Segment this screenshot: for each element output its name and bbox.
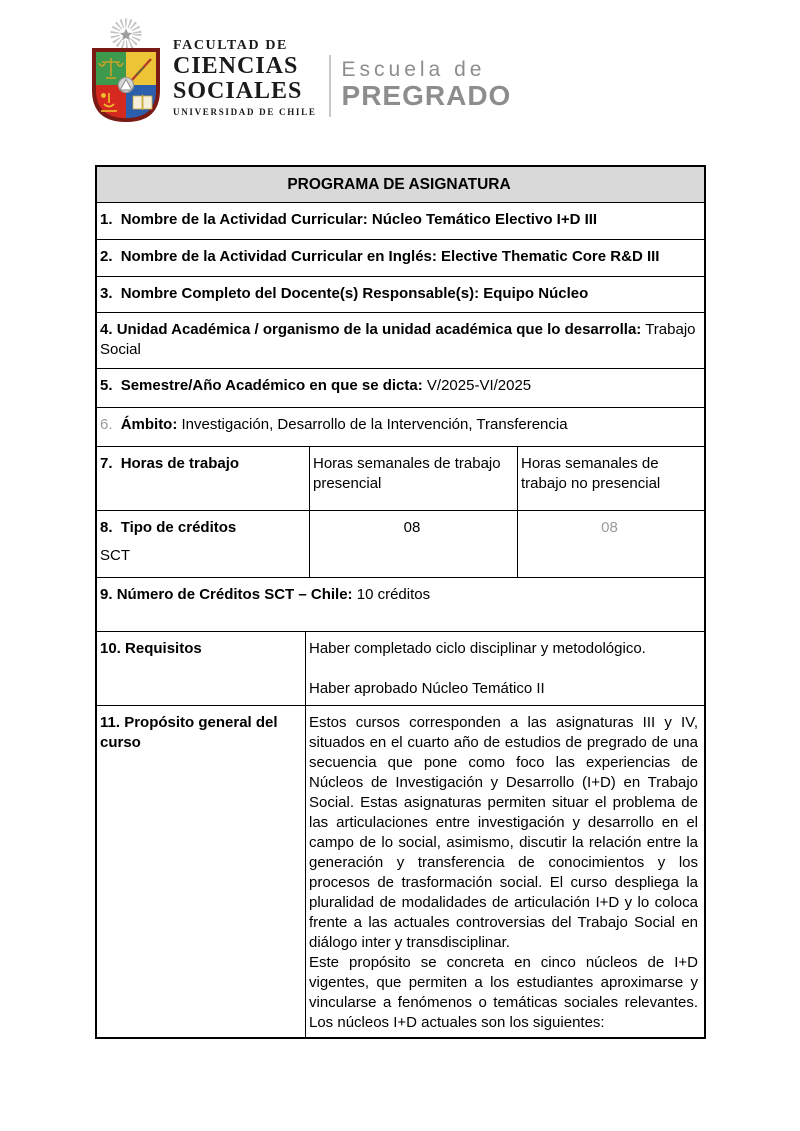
- credit-system-label: SCT: [100, 547, 130, 564]
- row-label: Ámbito:: [120, 416, 178, 433]
- faculty-line-2: CIENCIAS: [173, 53, 299, 79]
- row-number: 7.: [100, 455, 113, 472]
- school-line-1: Escuela de: [341, 58, 486, 81]
- program-table: [95, 165, 706, 1039]
- row-number: 6.: [100, 416, 113, 433]
- university-of-chile-emblem-icon: [88, 14, 164, 126]
- row-value: Equipo Núcleo: [483, 285, 589, 302]
- cell-horas-label: [97, 447, 309, 510]
- row-label: Propósito general del curso: [100, 714, 278, 751]
- row-label: Semestre/Año Académico en que se dicta:: [120, 377, 423, 394]
- requisito-line-1: Haber completado ciclo disciplinar y metodológico.: [309, 640, 646, 657]
- row-number: 4.: [100, 321, 113, 338]
- proposito-paragraph-2: Este propósito se concreta en cinco núcleos de I+D vigentes, que permiten a los estudiantes aproximarse y vincularse a fenómenos o temáticas sociales relevantes. Los núcleos I+D actuales son los siguientes:: [309, 954, 698, 1031]
- row-horas-trabajo: [97, 447, 704, 511]
- table-title-row: [97, 167, 704, 203]
- row-number: 9.: [100, 586, 113, 603]
- page-title: PROGRAMA DE ASIGNATURA: [287, 176, 511, 193]
- logo-divider: [329, 55, 331, 117]
- row-value: 10 créditos: [356, 586, 431, 603]
- row-number: 5.: [100, 377, 113, 394]
- row-number: 1.: [100, 211, 113, 228]
- cell-proposito-label: [97, 706, 305, 1037]
- cell-horas-presencial: Horas semanales de trabajo presencial: [309, 447, 517, 510]
- cell-requisitos-label: [97, 632, 305, 705]
- cell-requisitos-value: [305, 632, 704, 705]
- row-label: Número de Créditos SCT – Chile:: [116, 586, 353, 603]
- cell-horas-no-presencial: Horas semanales de trabajo no presencial: [517, 447, 704, 510]
- cell-proposito-text: [305, 706, 704, 1037]
- row-label: Nombre de la Actividad Curricular:: [120, 211, 368, 228]
- requisito-line-2: Haber aprobado Núcleo Temático II: [309, 680, 545, 697]
- cell-horas-presencial-value: 08: [309, 511, 517, 577]
- university-name: UNIVERSIDAD DE CHILE: [173, 107, 317, 117]
- faculty-name-block: [173, 38, 317, 117]
- institution-header: [88, 14, 511, 126]
- cell-horas-no-presencial-value: 08: [517, 511, 704, 577]
- row-ambito: [97, 408, 704, 447]
- row-label: Nombre Completo del Docente(s) Responsable(s):: [120, 285, 480, 302]
- row-number: 3.: [100, 285, 113, 302]
- row-value: V/2025-VI/2025: [426, 377, 532, 394]
- row-label: Horas de trabajo: [120, 455, 240, 472]
- row-nombre-actividad: [97, 203, 704, 240]
- row-value: Trabajo Social: [100, 321, 696, 358]
- row-label: Requisitos: [125, 640, 202, 657]
- faculty-line-3: SOCIALES: [173, 78, 303, 104]
- row-value: Elective Thematic Core R&D III: [441, 248, 660, 265]
- row-value: Investigación, Desarrollo de la Intervención, Transferencia: [181, 416, 568, 433]
- row-number: 11.: [100, 714, 121, 731]
- row-number: 2.: [100, 248, 113, 265]
- row-label: Tipo de créditos: [120, 519, 237, 536]
- row-number: 10.: [100, 640, 121, 657]
- school-line-2: PREGRADO: [341, 80, 512, 111]
- row-value: Núcleo Temático Electivo I+D III: [371, 211, 598, 228]
- row-numero-creditos: [97, 578, 704, 632]
- row-unidad-academica: [97, 313, 704, 369]
- faculty-line-1: FACULTAD DE: [173, 38, 288, 53]
- row-label: Unidad Académica / organismo de la unidad académica que lo desarrolla:: [116, 321, 642, 338]
- row-semestre: [97, 369, 704, 408]
- row-requisitos: [97, 632, 704, 706]
- row-label: Nombre de la Actividad Curricular en Inglés:: [120, 248, 437, 265]
- school-name-block: [342, 58, 512, 111]
- row-tipo-creditos: [97, 511, 704, 578]
- row-proposito-general: [97, 706, 704, 1037]
- row-nombre-ingles: [97, 240, 704, 277]
- row-number: 8.: [100, 519, 113, 536]
- row-docente-responsable: [97, 277, 704, 313]
- proposito-paragraph-1: Estos cursos corresponden a las asignaturas III y IV, situados en el cuarto año de estudios de pregrado de una secuencia que pone como foco las experiencias de Núcleos de Investigación y Desarrollo (I+D) en Trabajo Social. Estas asignaturas permiten situar el problema de las articulaciones entre investigación y desarrollo en el campo de lo social, asimismo, discutir la relación entre la generación y transferencia de conocimientos y los procesos de trasformación social. El curso despliega la pluralidad de modalidades de articulación I+D y lo coloca frente a las actuales controversias del Trabajo Social en diálogo inter y transdisciplinar.: [309, 714, 698, 951]
- cell-tipo-creditos-label: [97, 511, 309, 577]
